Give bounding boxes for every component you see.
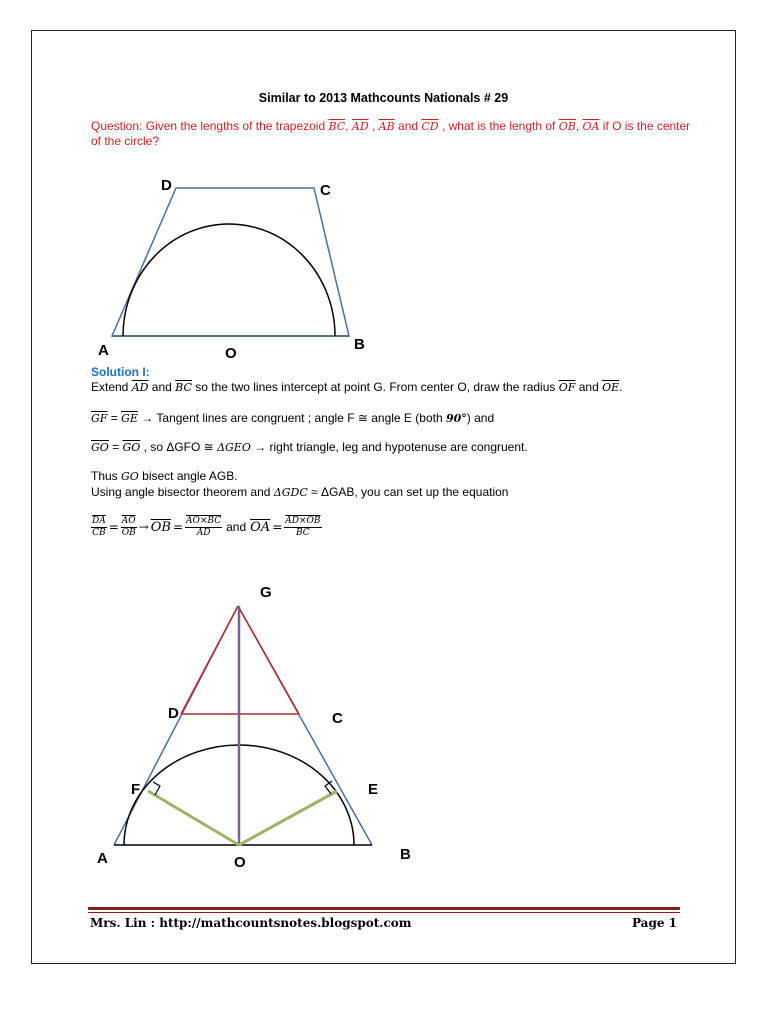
segment-ge: $\overline{GE}$: [121, 412, 138, 425]
label-o: O: [225, 345, 237, 362]
fraction-da-cb: [91, 516, 107, 539]
solution-line-1: [91, 380, 711, 395]
conj: and: [226, 520, 247, 534]
label-d: D: [161, 177, 172, 194]
segment-go: $\overline{GO}$: [122, 441, 141, 454]
triangle-geo: ΔGEO: [217, 441, 251, 454]
denominator: CB: [92, 528, 106, 539]
solution-line-2: [91, 411, 711, 426]
label-g: G: [260, 584, 272, 601]
segment-gf: $\overline{GF}$: [91, 412, 108, 425]
text: , so ΔGFO ≅: [140, 440, 218, 454]
equation: [91, 513, 322, 542]
document-page: [31, 30, 736, 964]
numerator: AO×BC: [186, 516, 222, 527]
footer-rule-thin: [88, 912, 680, 913]
question-text: [91, 119, 691, 149]
solution-line-3: [91, 440, 711, 455]
segment-bc: $\overline{BC}$: [175, 381, 192, 394]
sep: ,: [368, 119, 379, 133]
label-c: C: [332, 710, 343, 727]
segment-oe: $\overline{OE}$: [602, 381, 620, 394]
triangle-gdc: ΔGDC: [273, 486, 308, 499]
fraction-ob-formula: [185, 516, 222, 539]
arrow: →: [138, 520, 149, 534]
segment-of: $\overline{OF}$: [558, 381, 576, 394]
segment-gd: [181, 606, 238, 714]
right-angle-e: [325, 781, 332, 794]
text: Thus: [91, 469, 122, 483]
segment-ad: $\overline{AD}$: [131, 381, 149, 394]
fraction-oa-formula: [284, 516, 321, 539]
radius-of: [148, 791, 239, 845]
label-a: A: [98, 342, 109, 359]
page-number: Page 1: [631, 916, 677, 930]
segment-cd: $\overline{CD}$: [421, 120, 439, 133]
segment-ob: $\overline{OB}$: [558, 120, 576, 133]
text: Using angle bisector theorem and: [91, 485, 274, 499]
text: Extend: [91, 380, 132, 394]
numerator: $\overline{DA}$: [92, 516, 106, 527]
label-f: F: [131, 781, 141, 798]
segment-go: GO: [121, 470, 139, 483]
text: so the two lines intercept at point G. From center O, draw the radius: [191, 380, 559, 394]
solution-heading: Solution I:: [91, 365, 150, 379]
segment-ad: $\overline{AD}$: [351, 120, 369, 133]
page-title: Similar to 2013 Mathcounts Nationals # 29: [258, 91, 509, 105]
semicircle-arc: [123, 224, 335, 336]
equals: =: [107, 411, 122, 425]
segment-go: $\overline{GO}$: [91, 441, 109, 454]
radius-oe: [239, 791, 337, 845]
label-a: A: [97, 850, 108, 867]
segment-bc: $\overline{BC}$: [328, 120, 346, 133]
text: → right triangle, leg and hypotenuse are congruent.: [250, 440, 528, 454]
label-o: O: [234, 854, 246, 871]
segment-ab: $\overline{AB}$: [378, 120, 395, 133]
trapezoid-figure: [92, 171, 392, 361]
denominator: AD: [196, 528, 211, 539]
numerator: $\overline{AO}$: [121, 516, 136, 527]
conj: and: [394, 119, 422, 133]
fraction-ao-ob: [121, 516, 137, 539]
footer-author: Mrs. Lin : http://mathcountsnotes.blogspot.com: [90, 916, 412, 930]
question-prefix: Question: Given the lengths of the trapezoid: [91, 119, 329, 133]
label-e: E: [368, 781, 379, 798]
footer-rule: [88, 907, 680, 910]
text: ) and: [466, 411, 495, 425]
text: ≈ ΔGAB, you can set up the equation: [307, 485, 509, 499]
solution-line-4: [91, 469, 711, 484]
sep: ,: [575, 119, 583, 133]
label-d: D: [168, 705, 179, 722]
segment-ob: $\overline{OB}$: [150, 520, 171, 535]
segment-oa: $\overline{OA}$: [250, 520, 271, 535]
equals: =: [108, 440, 123, 454]
trapezoid-abcd: [112, 188, 349, 336]
label-c: C: [320, 182, 331, 199]
denominator: BC: [296, 528, 310, 539]
question-suffix: if O is the center of the circle?: [91, 119, 691, 148]
question-middle: , what is the length of: [438, 119, 559, 133]
label-b: B: [400, 846, 411, 863]
segment-oa: $\overline{OA}$: [582, 120, 600, 133]
equals: =: [272, 520, 283, 534]
degree-value: 90°: [445, 412, 467, 425]
text: → Tangent lines are congruent ; angle F ≅ angle E (both: [137, 411, 446, 425]
equals: =: [172, 520, 184, 534]
denominator: OB: [121, 528, 136, 539]
equals: =: [108, 520, 119, 534]
segment-gc: [238, 606, 299, 714]
sep: ,: [345, 119, 352, 133]
text: .: [619, 380, 623, 394]
text: and: [148, 380, 176, 394]
solution-line-5: [91, 485, 711, 500]
numerator: AD×OB: [285, 516, 321, 527]
label-b: B: [354, 336, 365, 353]
triangle-figure: [92, 581, 411, 871]
text: and: [575, 380, 603, 394]
text: bisect angle AGB.: [138, 469, 238, 483]
